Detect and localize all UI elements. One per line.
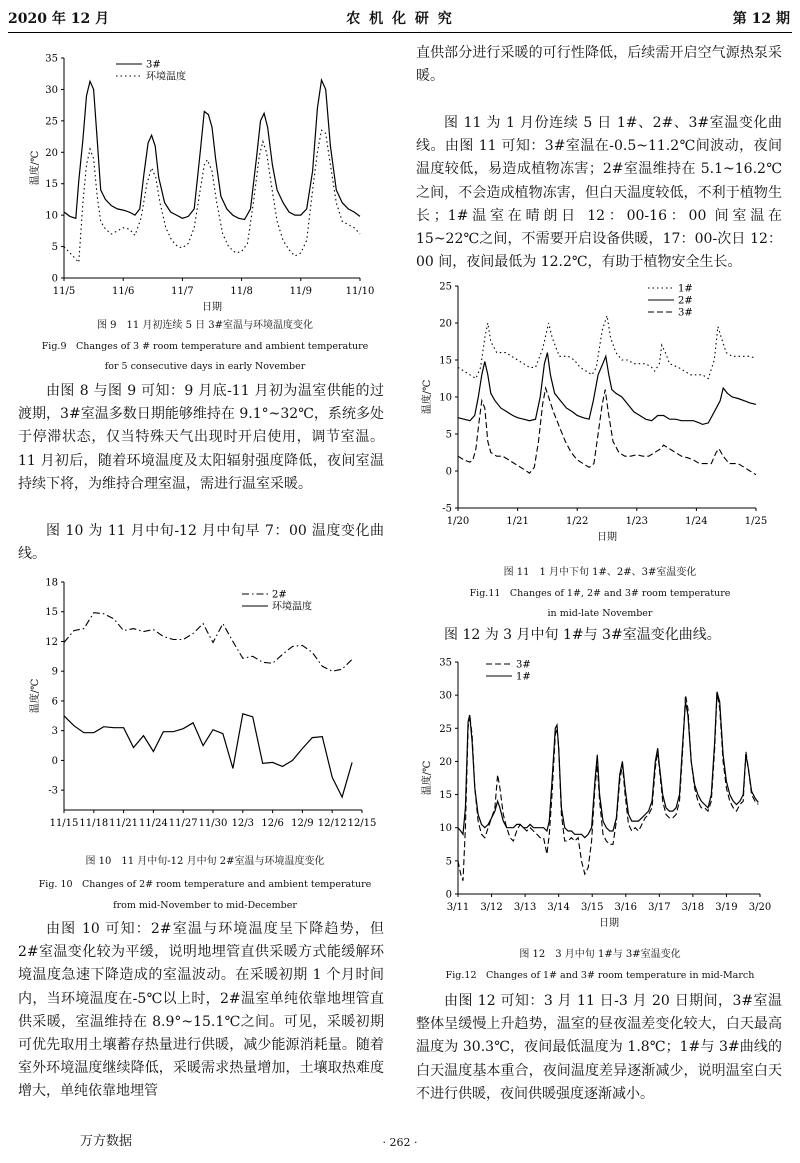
x-tick-label: 11/15 <box>49 818 79 829</box>
figure-9-chart <box>28 46 378 318</box>
x-tick-label: 1/23 <box>625 516 649 527</box>
y-tick-label: 0 <box>445 889 452 901</box>
y-axis-label: 温度/℃ <box>422 760 433 796</box>
figure-10-caption-cn: 图 10 11 月中旬-12 月中旬 2#室温与环境温度变化 <box>85 856 325 867</box>
x-tick-label: 11/9 <box>289 286 313 297</box>
y-tick-label: 35 <box>45 53 58 65</box>
series-line-3 <box>458 388 756 475</box>
y-tick-label: 10 <box>45 210 58 222</box>
right-paragraph-2: 图 11 为 1 月份连续 5 日 1#、2#、3#室温变化曲线。由图 11 可知：3#室温在-0.5~11.2℃间波动，夜间温度较低，易造成植物冻害；2#室温维持在 5.1~16.2℃之间，不会造成植物冻害，但白天温度较低，不利于植物生长；1#温室在晴朗日 12：00-16：00 间室温在 15~22℃之间，不需要开启设备供暖，17：00-次日 12：00 间，夜间最低为 12.2℃，有助于植物安全生长。 <box>416 115 782 271</box>
figure-11-caption-en-2: in mid-late November <box>547 608 653 619</box>
x-tick-label: 1/25 <box>744 516 768 527</box>
left-paragraph-2: 图 10 为 11 月中旬-12 月中旬早 7：00 温度变化曲线。 <box>18 523 384 563</box>
y-tick-label: 30 <box>45 84 58 96</box>
legend-label: 3# <box>678 307 693 319</box>
journal-title: 农 机 化 研 究 <box>346 11 454 27</box>
y-tick-label: 15 <box>439 790 452 802</box>
x-tick-label: 3/16 <box>614 902 638 913</box>
figure-11-caption-en-1: Fig.11 Changes of 1#, 2# and 3# room temperature <box>469 588 731 599</box>
series-line-1 <box>64 80 360 220</box>
figure-10-chart <box>28 572 382 840</box>
y-axis-label: 温度/℃ <box>30 678 41 714</box>
y-tick-label: 0 <box>445 466 452 478</box>
y-tick-label: 10 <box>439 823 452 835</box>
y-tick-label: 12 <box>45 636 58 648</box>
figure-12-caption-en: Fig.12 Changes of 1# and 3# room temperature in mid-March <box>445 970 755 981</box>
x-tick-label: 11/5 <box>52 286 76 297</box>
footer-watermark: 万方数据 <box>80 1134 133 1149</box>
x-axis-label: 日期 <box>202 302 222 313</box>
x-tick-label: 3/19 <box>715 902 738 913</box>
legend-label: 2# <box>272 589 287 601</box>
y-tick-label: 30 <box>439 690 452 702</box>
header-rule <box>8 32 792 33</box>
x-tick-label: 11/24 <box>138 818 168 829</box>
y-tick-label: 25 <box>45 116 58 128</box>
series-line-1 <box>458 316 756 379</box>
y-tick-label: 0 <box>51 273 58 285</box>
y-tick-label: 18 <box>45 577 58 589</box>
y-tick-label: 5 <box>51 242 58 254</box>
x-tick-label: 11/6 <box>111 286 135 297</box>
y-tick-label: -3 <box>48 785 58 797</box>
x-tick-label: 12/6 <box>261 818 284 829</box>
x-tick-label: 12/15 <box>347 818 377 829</box>
x-axis-label: 日期 <box>599 918 619 929</box>
right-paragraph-1: 直供部分进行采暖的可行性降低，后续需开启空气源热泵采暖。 <box>416 45 782 85</box>
x-tick-label: 11/7 <box>171 286 194 297</box>
legend-label: 1# <box>516 671 531 683</box>
x-tick-label: 3/18 <box>681 902 705 913</box>
legend-label: 3# <box>146 59 161 71</box>
y-tick-label: 20 <box>45 147 58 159</box>
legend-label: 环境温度 <box>272 601 312 613</box>
figure-9-caption-cn: 图 9 11 月初连续 5 日 3#室温与环境温度变化 <box>96 320 314 331</box>
x-tick-label: 11/10 <box>345 286 375 297</box>
figure-12-chart <box>420 652 784 942</box>
x-tick-label: 12/3 <box>231 818 255 829</box>
x-tick-label: 3/17 <box>648 902 671 913</box>
x-tick-label: 1/21 <box>506 516 529 527</box>
series-line-2 <box>458 692 758 838</box>
y-tick-label: -5 <box>442 503 452 515</box>
x-tick-label: 11/18 <box>79 818 109 829</box>
y-tick-label: 35 <box>439 657 452 669</box>
series-line-1 <box>458 693 758 881</box>
y-tick-label: 20 <box>439 318 452 330</box>
figure-9-caption-en-2: for 5 consecutive days in early November <box>104 361 306 372</box>
x-tick-label: 3/20 <box>748 902 772 913</box>
figure-10-caption-en-1: Fig. 10 Changes of 2# room temperature and ambient temperature <box>38 879 372 890</box>
y-axis-label: 温度/℃ <box>30 150 41 186</box>
x-tick-label: 11/21 <box>109 818 139 829</box>
figure-12-caption-cn: 图 12 3 月中旬 1#与 3#室温变化 <box>519 949 681 960</box>
page-number: · 262 · <box>382 1136 418 1149</box>
y-tick-label: 10 <box>439 392 452 404</box>
figure-11-caption-cn: 图 11 1 月中下旬 1#、2#、3#室温变化 <box>503 567 697 578</box>
y-tick-label: 15 <box>439 355 452 367</box>
y-tick-label: 9 <box>51 666 58 678</box>
y-tick-label: 25 <box>439 281 452 293</box>
series-line-1 <box>64 613 352 672</box>
y-tick-label: 15 <box>45 179 58 191</box>
y-tick-label: 15 <box>45 607 58 619</box>
figure-11-chart <box>420 276 784 556</box>
x-tick-label: 1/20 <box>446 516 470 527</box>
y-axis-label: 温度/℃ <box>422 379 433 415</box>
x-tick-label: 3/15 <box>580 902 604 913</box>
y-tick-label: 0 <box>51 755 58 767</box>
series-line-2 <box>458 353 756 425</box>
y-tick-label: 6 <box>51 696 58 708</box>
x-tick-label: 1/24 <box>685 516 708 527</box>
x-tick-label: 11/27 <box>168 818 198 829</box>
y-tick-label: 5 <box>445 856 452 868</box>
x-tick-label: 3/14 <box>547 902 570 913</box>
left-paragraph-3: 由图 10 可知：2#室温与环境温度呈下降趋势，但 2#室温变化较为平缓，说明地埋管直供采暖方式能缓解环境温度急速下降造成的室温波动。在采暖初期 1 个月时间内，当环境温度在-5℃以上时，2#温室单纯依靠地埋管直供采暖，室温维持在 8.9°~15.1℃之间。可见，采暖初期可优先取用土壤蓄存热量进行供暖，减少能源消耗量。随着室外环境温度继续降低，采暖需求热量增加，土壤取热难度增大，单纯依靠地埋管 <box>18 921 384 1100</box>
left-paragraph-1: 由图 8 与图 9 可知：9 月底-11 月初为温室供能的过渡期，3#室温多数日期能够维持在 9.1°~32℃，系统多处于停滞状态，仅当特殊天气出现时开启使用，调节室温。11 月初后，随着环境温度及太阳辐射强度降低，夜间室温持续下将，为维持合理室温，需进行温室采暖。 <box>18 383 384 492</box>
legend-label: 3# <box>516 659 531 671</box>
legend-label: 2# <box>678 295 693 307</box>
figure-9-caption-en-1: Fig.9 Changes of 3 # room temperature and ambient temperature <box>41 341 369 352</box>
series-line-2 <box>64 714 352 797</box>
y-tick-label: 25 <box>439 723 452 735</box>
x-tick-label: 11/30 <box>198 818 228 829</box>
legend-box <box>482 656 542 686</box>
x-tick-label: 1/22 <box>565 516 589 527</box>
x-tick-label: 12/9 <box>291 818 314 829</box>
x-tick-label: 3/12 <box>480 902 503 913</box>
x-tick-label: 3/11 <box>446 902 470 913</box>
figure-10-caption-en-2: from mid-November to mid-December <box>113 900 297 911</box>
x-tick-label: 12/12 <box>317 818 347 829</box>
y-tick-label: 3 <box>51 726 58 738</box>
legend-label: 环境温度 <box>146 71 186 83</box>
right-paragraph-4: 由图 12 可知：3 月 11 日-3 月 20 日期间，3#室温整体呈缓慢上升趋势，温室的昼夜温差变化较大，白天最高温度为 30.3℃，夜间最低温度为 1.8℃；1#与 3#曲线的白天温度基本重合，夜间温度差异逐渐减少，说明温室白天不进行供暖，夜间供暖强度逐渐减小。 <box>416 993 782 1102</box>
legend-box <box>644 280 704 322</box>
header-issue: 第 12 期 <box>732 11 790 27</box>
legend-label: 1# <box>678 283 693 295</box>
series-line-2 <box>64 130 360 262</box>
y-tick-label: 5 <box>445 429 452 441</box>
right-paragraph-3: 图 12 为 3 月中旬 1#与 3#室温变化曲线。 <box>444 627 721 643</box>
y-tick-label: 20 <box>439 756 452 768</box>
header-date: 2020 年 12 月 <box>8 11 110 27</box>
x-axis-label: 日期 <box>597 532 617 543</box>
x-tick-label: 3/13 <box>513 902 537 913</box>
x-tick-label: 11/8 <box>230 286 253 297</box>
